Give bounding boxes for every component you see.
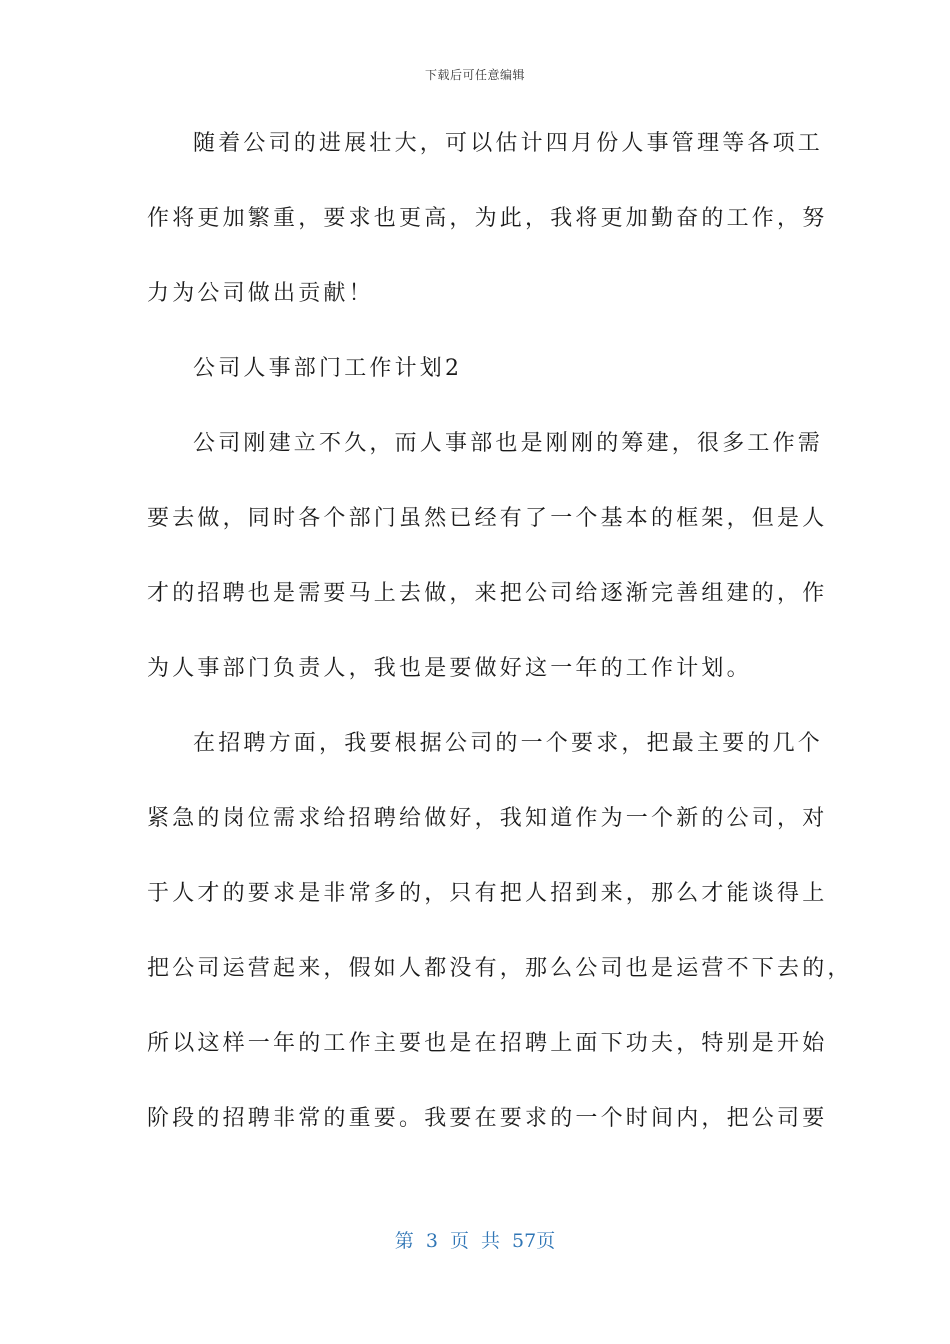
text-line: 随着公司的进展壮大，可以估计四月份人事管理等各项工 [193,131,824,156]
text-line: 在招聘方面，我要根据公司的一个要求，把最主要的几个 [193,731,824,756]
text-line: 所以这样一年的工作主要也是在招聘上面下功夫，特别是开始 [147,1031,828,1056]
page-header-note: 下载后可任意编辑 [424,68,525,82]
text-line: 把公司运营起来，假如人都没有，那么公司也是运营不下去的， [147,956,853,981]
text-line: 阶段的招聘非常的重要。我要在要求的一个时间内，把公司要 [147,1106,828,1131]
text-line: 作将更加繁重，要求也更高，为此，我将更加勤奋的工作，努 [147,206,828,231]
text-line: 要去做，同时各个部门虽然已经有了一个基本的框架，但是人 [147,506,828,531]
text-line: 紧急的岗位需求给招聘给做好，我知道作为一个新的公司，对 [147,806,828,831]
text-line: 才的招聘也是需要马上去做，来把公司给逐渐完善组建的，作 [147,581,828,606]
page-number-footer: 第 3 页 共 57页 [394,1230,556,1252]
section-heading: 公司人事部门工作计划2 [193,356,463,381]
text-line: 公司刚建立不久，而人事部也是刚刚的筹建，很多工作需 [193,431,824,456]
document-body [147,124,853,1174]
text-line: 于人才的要求是非常多的，只有把人招到来，那么才能谈得上 [147,881,828,906]
text-line: 力为公司做出贡献！ [147,281,374,306]
text-line: 为人事部门负责人，我也是要做好这一年的工作计划。 [147,656,752,681]
